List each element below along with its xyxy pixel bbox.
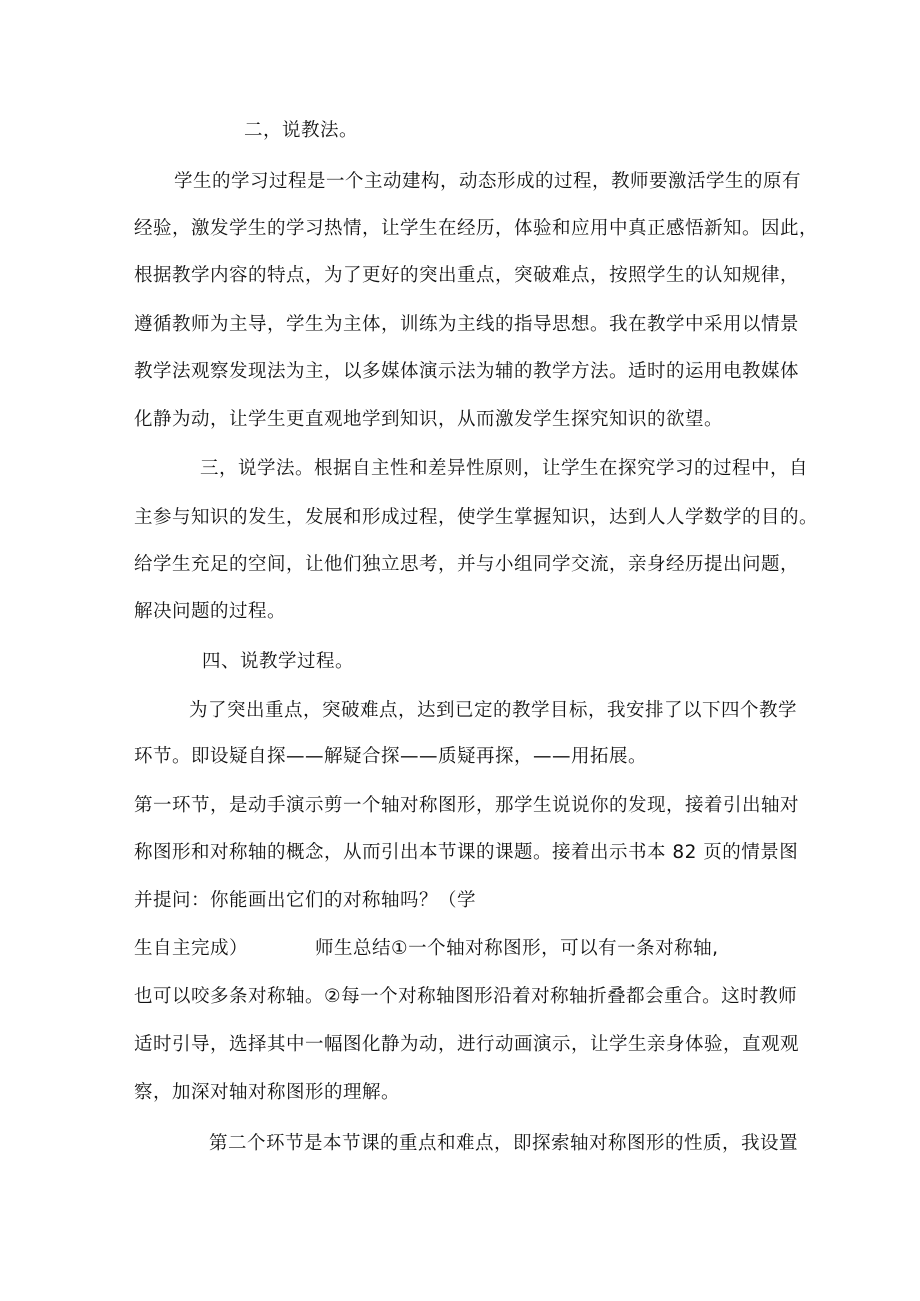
- paragraph-line: 称图形和对称轴的概念，从而引出本节课的课题。接着出示书本 82 页的情景图: [134, 842, 799, 863]
- heading-teaching-method: 二，说教法。: [244, 120, 359, 141]
- paragraph-line: 第一环节，是动手演示剪一个轴对称图形，那学生说说你的发现，接着引出轴对: [134, 795, 800, 816]
- paragraph-line: 生自主完成）: [134, 938, 249, 959]
- paragraph-line: 并提问：你能画出它们的对称轴吗？（学: [134, 890, 477, 911]
- paragraph-line: 师生总结①一个轴对称图形，可以有一条对称轴,: [315, 938, 719, 959]
- paragraph-line: 教学法观察发现法为主，以多媒体演示法为辅的教学方法。适时的运用电教媒体: [134, 361, 800, 382]
- paragraph-line: 环节。即设疑自探——解疑合探——质疑再探，——用拓展。: [134, 746, 648, 767]
- paragraph-line: 学生的学习过程是一个主动建构，动态形成的过程，教师要激活学生的原有: [174, 171, 802, 192]
- paragraph-line: 察，加深对轴对称图形的理解。: [134, 1082, 401, 1103]
- paragraph-line: 根据教学内容的特点，为了更好的突出重点，突破难点，按照学生的认知规律，: [134, 265, 800, 286]
- paragraph-line: 给学生充足的空间，让他们独立思考，并与小组同学交流，亲身经历提出问题，: [134, 554, 800, 575]
- paragraph-line: 化静为动，让学生更直观地学到知识，从而激发学生探究知识的欲望。: [134, 409, 724, 430]
- paragraph-line: 遵循教师为主导，学生为主体，训练为主线的指导思想。我在教学中采用以情景: [134, 314, 800, 335]
- paragraph-line: 为了突出重点，突破难点，达到已定的教学目标，我安排了以下四个教学: [189, 700, 798, 721]
- heading-teaching-process: 四、说教学过程。: [202, 651, 355, 672]
- paragraph-line: 第二个环节是本节课的重点和难点，即探索轴对称图形的性质，我设置: [209, 1133, 799, 1154]
- paragraph-line: 解决问题的过程。: [134, 601, 287, 622]
- paragraph-line: 适时引导，选择其中一幅图化静为动，进行动画演示，让学生亲身体验，直观观: [134, 1034, 800, 1055]
- paragraph-line: 经验，激发学生的学习热情，让学生在经历，体验和应用中真正感悟新知。因此，: [134, 218, 819, 239]
- heading-learning-method: 三，说学法。根据自主性和差异性原则，让学生在探究学习的过程中，自: [200, 458, 809, 479]
- paragraph-line: 主参与知识的发生，发展和形成过程，使学生掌握知识，达到人人学数学的目的。: [134, 507, 819, 528]
- paragraph-line: 也可以咬多条对称轴。②每一个对称轴图形沿着对称轴折叠都会重合。这时教师: [134, 986, 798, 1007]
